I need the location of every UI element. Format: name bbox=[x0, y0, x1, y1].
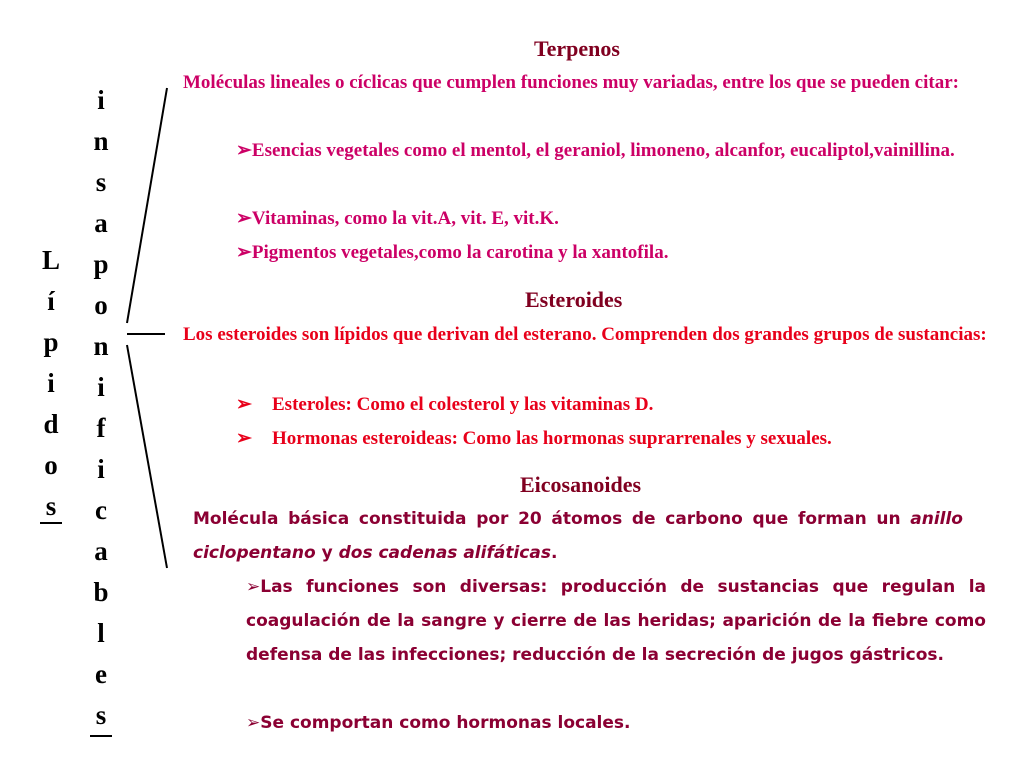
eicosanoides-bullet-1: ➢Las funciones son diversas: producción de sustancias que regulan la coagulación de la sangre y cierre de las heridas; aparición de la fiebre como defensa de las infecciones; reducción de la secreción de jugos gástricos. bbox=[246, 570, 986, 672]
insaponificables-letter: e bbox=[95, 659, 107, 689]
bullet-arrow-icon: ➢ bbox=[236, 394, 252, 415]
insaponificables-letter: s bbox=[95, 167, 107, 197]
bullet-arrow-icon: ➢ bbox=[236, 140, 252, 161]
insaponificables-letter: o bbox=[94, 290, 108, 320]
lipidos-letter: i bbox=[47, 368, 55, 398]
insaponificables-letter: f bbox=[96, 413, 106, 443]
esteroides-bullet-2: ➢ Hormonas esteroideas: Como las hormonas suprarrenales y sexuales. bbox=[236, 422, 996, 456]
insaponificables-letter: a bbox=[94, 208, 108, 238]
esteroides-bullet-1: ➢ Esteroles: Como el colesterol y las vitaminas D. bbox=[236, 388, 996, 422]
insaponificables-letter: i bbox=[97, 85, 105, 115]
bullet-arrow-icon: ➢ bbox=[236, 242, 252, 263]
terpenos-bullet-3: ➢Pigmentos vegetales,como la carotina y la xantofila. bbox=[236, 236, 996, 270]
eicosanoides-intro: Molécula básica constituida por 20 átomos de carbono que forman un anillo ciclopentano y dos cadenas alifáticas. bbox=[193, 509, 963, 563]
insaponificables-letter: p bbox=[93, 249, 109, 279]
insaponificables-letter: n bbox=[93, 331, 109, 361]
bullet-arrow-icon: ➢ bbox=[236, 428, 252, 449]
bullet-arrow-icon: ➢ bbox=[246, 577, 261, 597]
lipidos-letter: p bbox=[43, 327, 59, 357]
lipidos-letter: s bbox=[45, 491, 57, 521]
esteroides-heading: Esteroides bbox=[525, 287, 623, 312]
insaponificables-letter: s bbox=[95, 700, 107, 730]
lipidos-letter: í bbox=[47, 286, 55, 316]
lipidos-letter: d bbox=[43, 409, 59, 439]
eicosanoides-bullet-2: ➢Se comportan como hormonas locales. bbox=[246, 706, 986, 740]
bullet-arrow-icon: ➢ bbox=[246, 713, 261, 733]
lipidos-letter: L bbox=[41, 245, 60, 275]
terpenos-intro: Moléculas lineales o cíclicas que cumplen funciones muy variadas, entre los que se pueden citar: bbox=[183, 72, 959, 93]
insaponificables-letter: i bbox=[97, 454, 105, 484]
terpenos-heading: Terpenos bbox=[534, 36, 620, 61]
terpenos-bullet-1: ➢Esencias vegetales como el mentol, el geraniol, limoneno, alcanfor, eucaliptol,vainillina. bbox=[236, 134, 996, 168]
terpenos-bullet-2: ➢Vitaminas, como la vit.A, vit. E, vit.K. bbox=[236, 202, 996, 236]
insaponificables-letter: i bbox=[97, 372, 105, 402]
insaponificables-letter: b bbox=[93, 577, 109, 607]
insaponificables-letter: l bbox=[97, 618, 105, 648]
lipidos-letter: o bbox=[44, 450, 58, 480]
bullet-arrow-icon: ➢ bbox=[236, 208, 252, 229]
insaponificables-letter: c bbox=[95, 495, 107, 525]
insaponificables-letter: n bbox=[93, 126, 109, 156]
eicosanoides-heading: Eicosanoides bbox=[520, 472, 642, 497]
esteroides-intro: Los esteroides son lípidos que derivan del esterano. Comprenden dos grandes grupos de sustancias: bbox=[183, 324, 987, 345]
insaponificables-letter: a bbox=[94, 536, 108, 566]
